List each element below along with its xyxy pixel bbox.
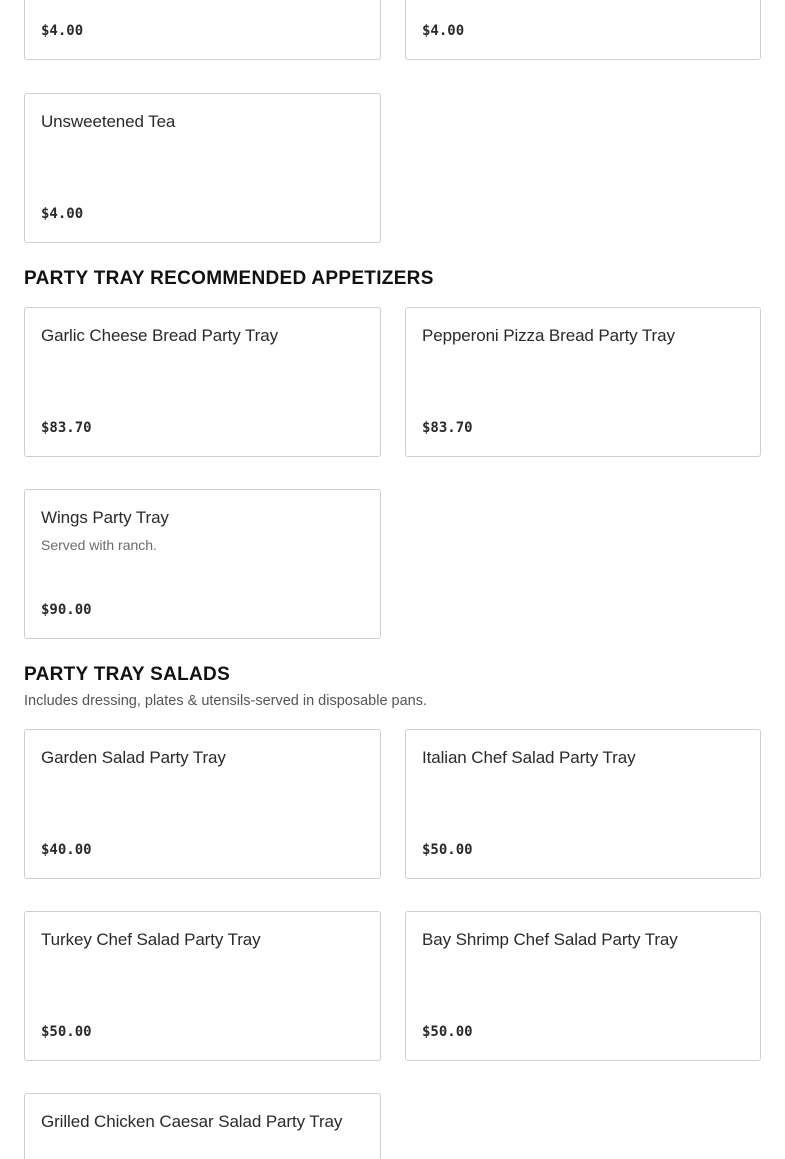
item-price: $90.00 [41,602,92,618]
item-price: $83.70 [41,420,92,436]
menu-item-card[interactable] [24,307,381,457]
item-name: Wings Party Tray [41,508,169,527]
menu-item-card[interactable] [24,1093,381,1159]
item-price: $50.00 [41,1024,92,1040]
item-name: Unsweetened Tea [41,112,176,131]
menu-item-card[interactable] [24,0,381,60]
item-price: $50.00 [422,842,473,858]
item-price: $4.00 [41,206,84,222]
item-name: Pepperoni Pizza Bread Party Tray [422,326,675,345]
item-name: Garlic Cheese Bread Party Tray [41,326,278,345]
item-name: Grilled Chicken Caesar Salad Party Tray [41,1112,343,1131]
item-description: Served with ranch. [41,537,157,553]
menu-item-card[interactable] [405,729,761,879]
section-title-salads: PARTY TRAY SALADS [24,664,231,685]
menu-item-card[interactable] [405,307,761,457]
item-price: $4.00 [41,23,84,39]
item-name: Garden Salad Party Tray [41,748,226,767]
item-price: $40.00 [41,842,92,858]
menu-item-card[interactable] [405,911,761,1061]
section-subtitle: Includes dressing, plates & utensils-served in disposable pans. [24,693,428,709]
section-title-appetizers: PARTY TRAY RECOMMENDED APPETIZERS [24,268,434,289]
item-price: $83.70 [422,420,473,436]
item-price: $50.00 [422,1024,473,1040]
menu-item-card[interactable] [24,729,381,879]
item-name: Italian Chef Salad Party Tray [422,748,636,767]
menu-item-card[interactable] [24,489,381,639]
item-name: Bay Shrimp Chef Salad Party Tray [422,930,678,949]
item-price: $4.00 [422,23,465,39]
item-name: Turkey Chef Salad Party Tray [41,930,261,949]
menu-item-card[interactable] [24,93,381,243]
menu-item-card[interactable] [405,0,761,60]
menu-item-card[interactable] [24,911,381,1061]
